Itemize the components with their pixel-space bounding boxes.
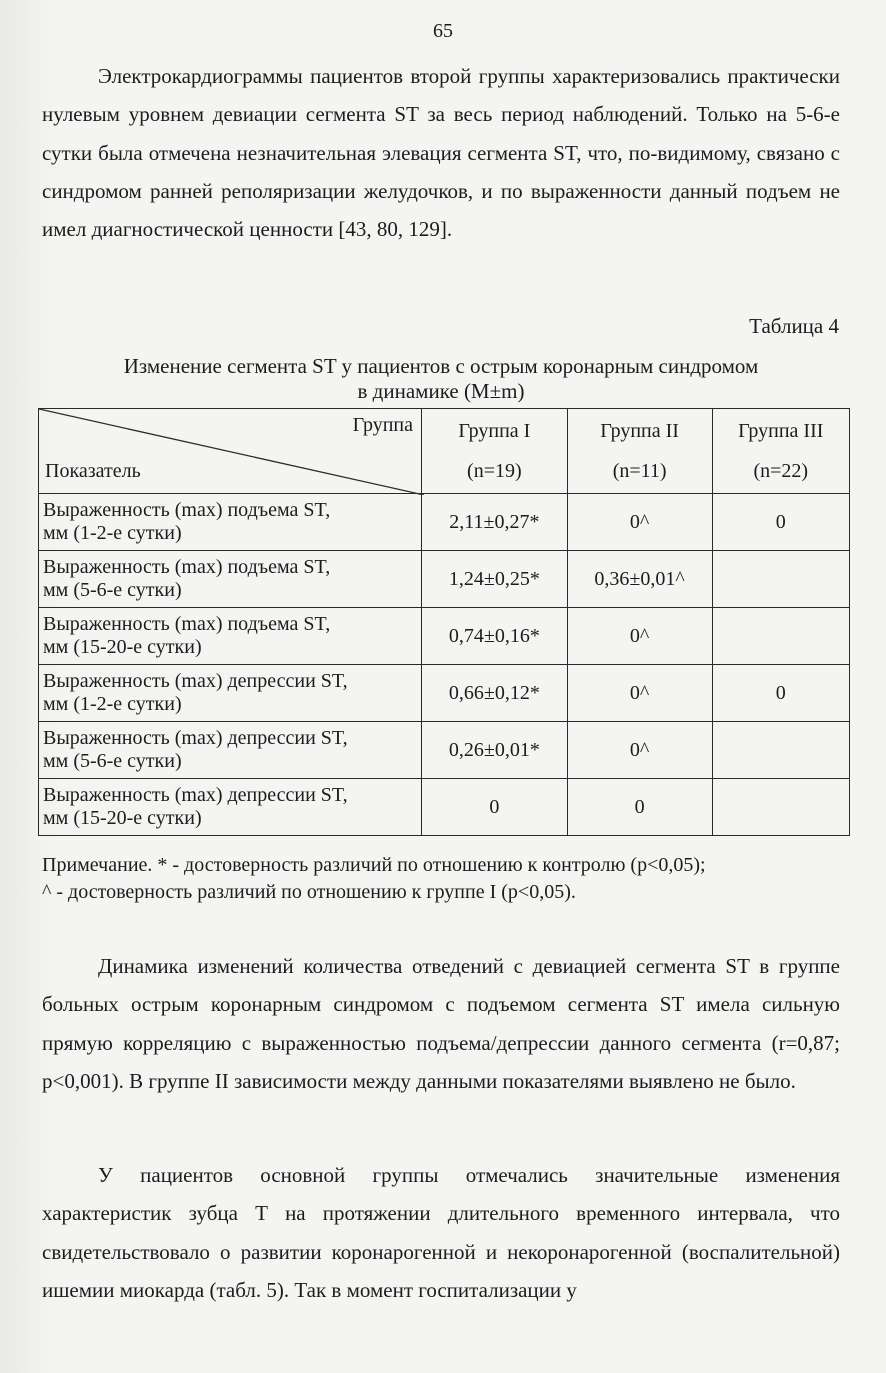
table-cell	[712, 608, 849, 665]
column-n: (n=22)	[753, 460, 809, 482]
row-label-line: мм (1-2-е сутки)	[43, 693, 182, 715]
table-row	[39, 551, 850, 608]
table-note	[42, 852, 852, 906]
row-label	[39, 779, 422, 836]
table-cell: 0^	[567, 665, 712, 722]
table-header-row	[39, 409, 850, 494]
table-cell: 0	[422, 779, 568, 836]
table-row	[39, 608, 850, 665]
row-label	[39, 665, 422, 722]
table-cell: 1,24±0,25*	[422, 551, 568, 608]
paragraph-2: Динамика изменений количества отведений с девиацией сегмента ST в группе больных острым коронарным синдромом с подъемом сегмента ST имела сильную прямую корреляцию с выраженностью подъема/депрессии данного сегмента (r=0,87; p<0,001). В группе II зависимости между данными показателями выявлено не было.	[42, 954, 840, 1093]
column-name: Группа I	[458, 420, 531, 442]
row-label-line: мм (5-6-е сутки)	[43, 579, 182, 601]
paragraph-1: Электрокардиограммы пациентов второй группы характеризовались практически нулевым уровнем девиации сегмента ST за весь период наблюдений. Только на 5-6-е сутки была отмечена незначительная элевация сегмента ST, что, по-видимому, связано с синдромом ранней реполяризации желудочков, и по выраженности данный подъем не имел диагностической ценности [43, 80, 129].	[42, 64, 840, 242]
table-cell: 0,66±0,12*	[422, 665, 568, 722]
note-line-2: ^ - достоверность различий по отношению к группе I (p<0,05).	[42, 881, 576, 903]
caption-line-1: Изменение сегмента ST у пациентов с острым коронарным синдромом	[123, 354, 759, 378]
column-name: Группа III	[738, 420, 824, 442]
table-corner-cell	[39, 409, 422, 494]
table-cell: 0	[712, 494, 849, 551]
table-cell	[712, 551, 849, 608]
table-cell: 0	[712, 665, 849, 722]
row-label-line: Выраженность (max) подъема ST,	[43, 556, 331, 578]
table-cell: 0^	[567, 608, 712, 665]
column-header	[712, 409, 849, 494]
table-row	[39, 779, 850, 836]
column-header	[422, 409, 568, 494]
row-label-line: Выраженность (max) подъема ST,	[43, 499, 331, 521]
row-label-line: мм (1-2-е сутки)	[43, 522, 182, 544]
paragraph-3: У пациентов основной группы отмечались значительные изменения характеристик зубца Т на протяжении длительного временного интервала, что свидетельствовало о развитии коронарогенной и некоронарогенной (воспалительной) ишемии миокарда (табл. 5). Так в момент госпитализации у	[42, 1163, 840, 1302]
table-row	[39, 665, 850, 722]
table-number: Таблица 4	[749, 314, 839, 338]
column-n: (n=11)	[612, 460, 667, 482]
row-label-line: Выраженность (max) депрессии ST,	[43, 670, 348, 692]
column-header	[567, 409, 712, 494]
row-label-line: Выраженность (max) депрессии ST,	[43, 727, 348, 749]
page-number: 65	[433, 20, 453, 42]
table-cell: 0,74±0,16*	[422, 608, 568, 665]
corner-indicator-label: Показатель	[45, 460, 141, 482]
corner-group-label: Группа	[352, 414, 413, 436]
note-line-1: Примечание. * - достоверность различий по отношению к контролю (p<0,05);	[42, 854, 706, 876]
caption-line-2: в динамике (M±m)	[357, 379, 525, 403]
table-cell: 0^	[567, 722, 712, 779]
row-label	[39, 608, 422, 665]
row-label-line: Выраженность (max) депрессии ST,	[43, 784, 348, 806]
row-label	[39, 551, 422, 608]
row-label-line: мм (15-20-е сутки)	[43, 636, 202, 658]
table-cell	[712, 722, 849, 779]
row-label-line: Выраженность (max) подъема ST,	[43, 613, 331, 635]
column-name: Группа II	[600, 420, 679, 442]
table-caption	[42, 354, 840, 404]
row-label-line: мм (15-20-е сутки)	[43, 807, 202, 829]
row-label	[39, 494, 422, 551]
table-cell: 0	[567, 779, 712, 836]
table-row	[39, 722, 850, 779]
row-label-line: мм (5-6-е сутки)	[43, 750, 182, 772]
column-n: (n=19)	[467, 460, 522, 482]
table-cell: 0,26±0,01*	[422, 722, 568, 779]
row-label	[39, 722, 422, 779]
table-cell	[712, 779, 849, 836]
table-row	[39, 494, 850, 551]
table-cell: 0,36±0,01^	[567, 551, 712, 608]
st-segment-table	[38, 408, 850, 836]
table-cell: 0^	[567, 494, 712, 551]
table-cell: 2,11±0,27*	[422, 494, 568, 551]
